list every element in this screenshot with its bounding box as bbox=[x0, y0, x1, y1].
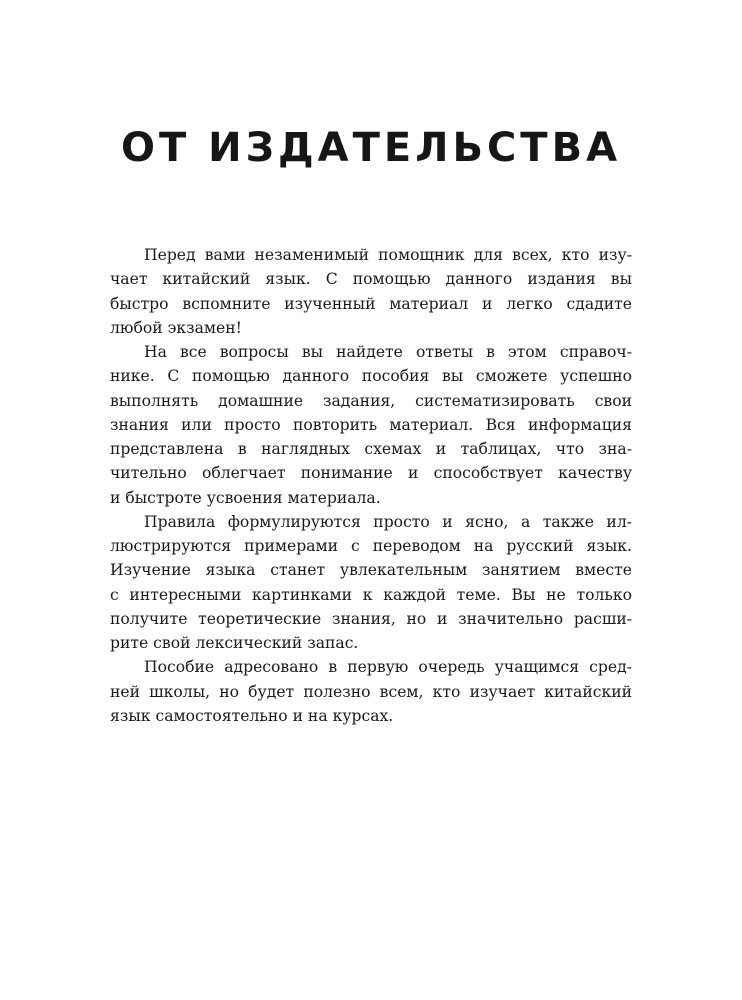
paragraph-4-line-2: ней школы, но будет полезно всем, кто изучает китайский bbox=[110, 682, 632, 701]
paragraph-1-line-1: Перед вами незаменимый помощник для всех, кто изу- bbox=[144, 246, 632, 264]
paragraph-3-line-4: с интересными картинками к каждой теме. Вы не только bbox=[110, 585, 632, 604]
paragraph-4-line-1: Пособие адресовано в первую очередь учащимся сред- bbox=[144, 658, 632, 677]
paragraph-4-line-3: язык самостоятельно и на курсах. bbox=[110, 706, 394, 725]
paragraph-1-line-4: любой экзамен! bbox=[110, 318, 242, 337]
paragraph-2-line-6: чительно облегчает понимание и способствует качеству bbox=[110, 464, 632, 483]
paragraph-3-line-3: Изучение языка станет увлекательным занятием вместе bbox=[110, 561, 632, 580]
paragraph-3-line-2: люстрируются примерами с переводом на русский язык. bbox=[110, 537, 632, 555]
paragraph-2-line-3: выполнять домашние задания, систематизировать свои bbox=[110, 391, 632, 410]
page-title: ОТ ИЗДАТЕЛЬСТВА bbox=[120, 125, 622, 171]
paragraph-2-line-1: На все вопросы вы найдете ответы в этом справоч- bbox=[144, 343, 632, 361]
paragraph-1-line-3: быстро вспомните изученный материал и легко сдадите bbox=[110, 294, 632, 313]
paragraph-2-line-5: представлена в наглядных схемах и таблицах, что зна- bbox=[110, 440, 632, 458]
paragraph-2-line-7: и быстроте усвоения материала. bbox=[110, 488, 381, 507]
paragraph-3-line-1: Правила формулируются просто и ясно, а также ил- bbox=[144, 512, 632, 531]
paragraph-2-line-2: нике. С помощью данного пособия вы сможете успешно bbox=[110, 367, 632, 386]
paragraph-2-line-4: знания или просто повторить материал. Вся информация bbox=[110, 415, 632, 434]
paragraph-1-line-2: чает китайский язык. С помощью данного издания вы bbox=[110, 270, 632, 289]
paragraph-3-line-5: получите теоретические знания, но и значительно расши- bbox=[110, 609, 632, 628]
preface-text bbox=[110, 243, 632, 728]
paragraph-3-line-6: рите свой лексический запас. bbox=[110, 634, 359, 652]
